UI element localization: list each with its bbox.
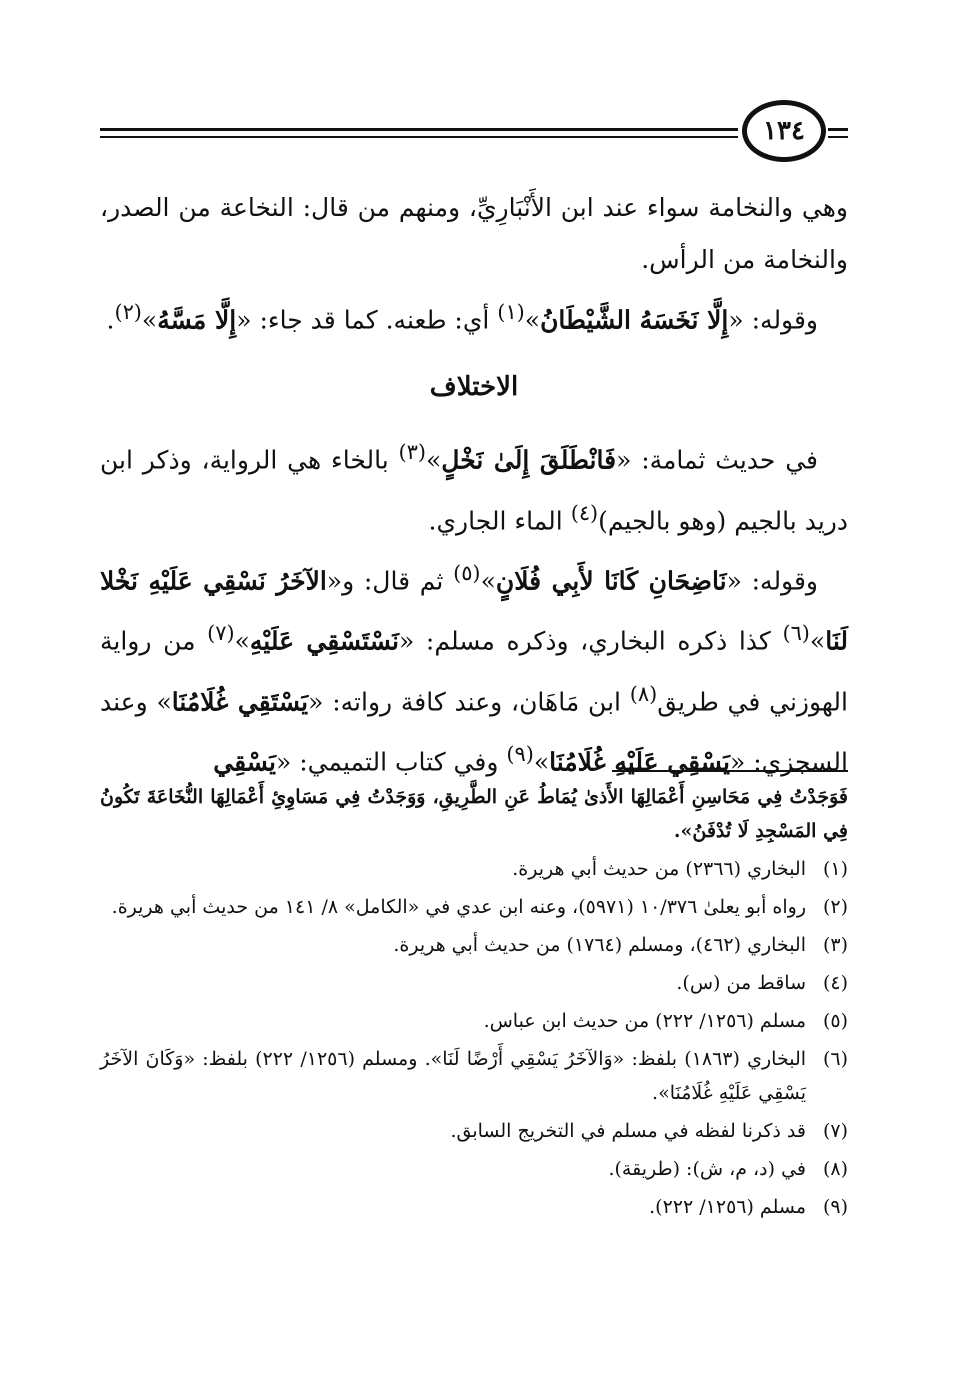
text-run: ثم قال: و« [326, 566, 454, 596]
text-run: أي: طعنه. كما قد جاء: « [236, 305, 498, 335]
footnote-item [100, 928, 848, 962]
footnote-ref: (٩) [506, 741, 534, 766]
text-run: » [809, 626, 826, 656]
footnote-text: رواه أبو يعلىٰ ١٠/٣٧٦ (٥٩٧١)، وعنه ابن عدي في «الكامل» ٨/ ١٤١ من حديث أبي هريرة. [111, 896, 806, 918]
paragraph [100, 426, 848, 547]
text-run: في حديث ثمامة: « [616, 445, 818, 475]
footnote-ref: (٨) [629, 681, 658, 706]
hadith-quote: الآخَرُ نَسْقِي عَلَيْهِ نَخْلا لَنَا [100, 566, 848, 656]
footnote-item [100, 890, 848, 924]
footnote-text: مسلم (١٢٥٦/ ٢٢٢) من حديث ابن عباس. [483, 1010, 806, 1032]
footnote-ref: (٧) [207, 621, 235, 646]
header-rule [828, 136, 848, 138]
footnote-ref: (٥) [453, 560, 481, 585]
footnote-ref: (٦) [782, 621, 810, 646]
footnote-list [100, 852, 848, 1224]
hadith-quote: فَانْطَلَقَ إِلَىٰ نَخْلٍ [441, 445, 617, 475]
paragraph [100, 547, 848, 788]
header-rule [100, 128, 738, 131]
text-run: وقوله: « [726, 566, 818, 596]
footnote-ref: (١) [497, 300, 525, 324]
text-run: » [533, 747, 550, 777]
header-rule [100, 136, 738, 138]
footnote-item [100, 1114, 848, 1148]
footnote-number: (٢) [822, 896, 848, 918]
text-run: » [524, 305, 541, 335]
page-number: ١٣٤ [742, 100, 826, 162]
hadith-quote: يَسْقِي عَلَيْهِ غُلَامُنَا [549, 747, 730, 777]
paragraph [100, 286, 848, 346]
footnotes [100, 780, 848, 1228]
hadith-quote: يَسْقِي [213, 747, 276, 777]
footnote-number: (٥) [822, 1010, 848, 1032]
footnote-separator [612, 770, 848, 772]
footnote-item [100, 966, 848, 1000]
footnote-text: ساقط من (س). [676, 972, 806, 994]
text-run: وفي كتاب التميمي: « [276, 747, 507, 777]
text-run: وقوله: « [728, 305, 818, 335]
hadith-quote: نَاضِحَانِ كَانَا لأَبِي فُلَانٍ [495, 566, 727, 596]
text-run: » [141, 305, 158, 335]
text-run: بالخاء هي الرواية، وذكر ابن دريد بالجيم (وهو بالجيم) [100, 445, 848, 535]
footnote-number: (٦) [822, 1048, 848, 1070]
text-run: » [234, 626, 250, 656]
section-heading: الاختلاف [429, 372, 519, 403]
hadith-quote: نَسْتَسْقِي عَلَيْهِ [249, 626, 399, 656]
text-run: من رواية الهوزني في طريق [100, 626, 848, 716]
footnote-number: (٤) [822, 972, 848, 994]
text-run: كذا ذكره البخاري، وذكره مسلم: « [398, 626, 783, 656]
footnote-number: (٧) [822, 1120, 848, 1142]
page-header [100, 98, 848, 178]
text-run: الماء الجاري. [428, 505, 571, 535]
hadith-quote: إِلَّا نَخَسَهُ الشَّيْطَانُ [540, 305, 729, 335]
footnote-number: (٨) [822, 1158, 848, 1180]
text-run: . [106, 305, 115, 335]
hadith-quote: يَسْتَقِي غُلَامُنَا [171, 686, 309, 716]
text-run: » [480, 566, 496, 596]
footnote-item [100, 1152, 848, 1186]
footnote-item [100, 1190, 848, 1224]
footnote-continuation: فَوَجَدْتُ فِي مَحَاسِنِ أَعْمَالِهَا الأَذىٰ يُمَاطُ عَنِ الطَّرِيقِ، وَوَجَدْتُ فِي مَسَاوِئِ أَعْمَالِهَا النُّخَاعَةَ تَكُونُ فِي المَسْجِدِ لَا تُدْفَنُ». [100, 786, 848, 842]
footnote-text: قد ذكرنا لفظه في مسلم في التخريج السابق. [450, 1120, 806, 1142]
footnote-text: البخاري (١٨٦٣) بلفظ: «وَالآخَرُ يَسْقِي أَرْضًا لَنَا». ومسلم (١٢٥٦/ ٢٢٢) بلفظ: «وَكَانَ الآخَرُ يَسْقِي عَلَيْهِ غُلَامُنَا». [100, 1048, 807, 1104]
footnote-item [100, 1004, 848, 1038]
text-run: ابن مَاهَان، وعند كافة رواته: « [308, 686, 630, 716]
main-text [100, 182, 848, 788]
footnote-text: في (د، م، ش): (طريقة). [608, 1158, 806, 1180]
footnote-item [100, 852, 848, 886]
header-rule [828, 128, 848, 131]
footnote-text: البخاري (٢٣٦٦) من حديث أبي هريرة. [512, 858, 806, 880]
text-run: » [426, 445, 442, 475]
footnote-number: (٩) [822, 1196, 848, 1218]
footnote-ref: (٢) [114, 300, 142, 324]
footnote-text: البخاري (٤٦٢)، ومسلم (١٧٦٤) من حديث أبي هريرة. [393, 934, 806, 956]
footnote-number: (٣) [822, 934, 848, 956]
hadith-quote: إِلَّا مَسَّهُ [157, 305, 237, 335]
footnote-item [100, 1042, 848, 1110]
text-run: » وعند السجزي: « [100, 686, 848, 777]
footnote-text: مسلم (١٢٥٦/ ٢٢٢). [649, 1196, 806, 1218]
paragraph: وهي والنخامة سواء عند ابن الأَنْبَارِيِّ، ومنهم من قال: النخاعة من الصدر، والنخامة من الرأس. [100, 193, 848, 274]
footnote-number: (١) [822, 858, 848, 880]
footnote-ref: (٤) [570, 500, 599, 525]
footnote-ref: (٣) [398, 440, 426, 465]
